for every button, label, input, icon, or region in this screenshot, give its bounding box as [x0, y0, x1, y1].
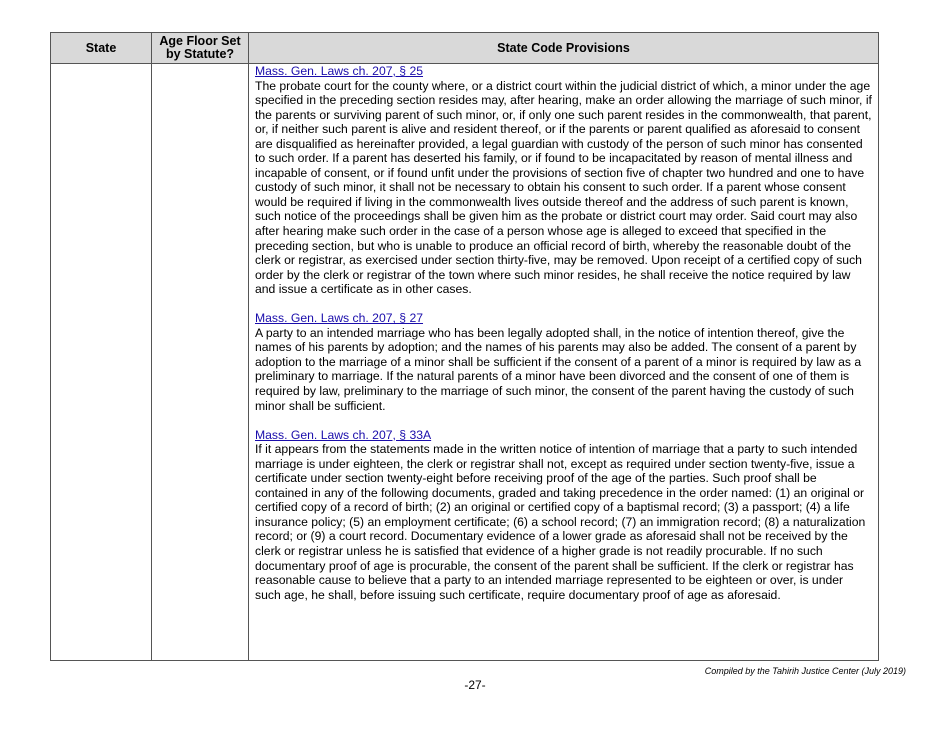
table-header-row [51, 33, 879, 64]
citation-link-section-33a[interactable]: Mass. Gen. Laws ch. 207, § 33A [255, 427, 432, 442]
provision-text-section-27: A party to an intended marriage who has been legally adopted shall, in the notice of intention thereof, give the names of his parents by adoption; and the names of his parents may also be added. The consent of a parent by adoption to the marriage of a minor shall be sufficient if the consent of a parent of a minor is required by law as a preliminary to marriage. If the natural parents of a minor have been divorced and the consent of one of them is required by law, preliminary to the marriage of such minor, the consent of the parent having the custody of such minor shall be sufficient. [255, 325, 862, 413]
provision-section-27 [255, 311, 872, 413]
table-row [51, 64, 879, 661]
law-table [50, 32, 879, 661]
provision-text-section-25: The probate court for the county where, or a district court within the judicial district of which, a minor under the age specified in the preceding section resides may, after hearing, make an order allowing the marriage of such minor, if the parents or surviving parent of such minor, or, if only one such parent resides in the commonwealth, that parent, or, if neither such parent is alive and resident thereof, or if the parents or parent qualified as aforesaid to consent are disqualified as hereinafter provided, a legal guardian with custody of the person of such minor has consented to such order. If a parent has deserted his family, or if found to be incapacitated by reason of mental illness and incapable of consent, or if found unfit under the provisions of section five of chapter two hundred and one to have custody of such minor, it shall not be necessary to obtain his consent to such order. If a parent whose consent would be required if living in the commonwealth lives outside thereof and the address of such parent is known, such notice of the proceedings shall be given him as the probate or district court may order. Said court may also after hearing make such order in the case of a person whose age is alleged to exceed that specified in the preceding section, but who is unable to produce an official record of birth, whereby the reasonable doubt of the clerk or registrar, as exercised under section thirty-five, may be removed. Upon receipt of a certified copy of such order by the clerk or registrar of the town where such minor resides, he shall receive the notice required by law and issue a certificate as in other cases. [255, 78, 872, 297]
age-floor-column-header: Age Floor Set by Statute? [152, 33, 249, 64]
provision-section-25 [255, 64, 872, 297]
provision-section-33a [255, 428, 872, 603]
citation-link-section-25[interactable]: Mass. Gen. Laws ch. 207, § 25 [255, 64, 424, 78]
citation-link-section-27[interactable]: Mass. Gen. Laws ch. 207, § 27 [255, 311, 424, 326]
provision-text-section-33a: If it appears from the statements made in the written notice of intention of marriage that a party to such intended marriage is under eighteen, the clerk or registrar shall not, except as required under section twenty-five, issue a certificate under section twenty-eight before receiving proof of the age of the parties. Such proof shall be contained in any of the following documents, graded and taking precedence in the order named: (1) an original or certified copy of a record of birth; (2) an original or certified copy of a baptismal record; (3) a passport; (4) a life insurance policy; (5) an employment certificate; (6) a school record; (7) an immigration record; (8) a naturalization record; or (9) a court record. Documentary evidence of a lower grade as aforesaid shall not be received by the clerk or registrar unless he is satisfied that evidence of a higher grade is not readily procurable. If no such documentary proof of age is procurable, the consent of the parent shall be sufficient. If the clerk or registrar has reasonable cause to believe that a party to an intended marriage represented to be eighteen or over, is under such age, he shall, before issuing such certificate, require documentary proof of age as aforesaid. [255, 442, 866, 602]
provisions-cell [249, 64, 879, 661]
state-cell [51, 64, 152, 661]
compiled-by-note: Compiled by the Tahirih Justice Center (July 2019) [704, 666, 906, 676]
state-column-header: State [51, 33, 152, 64]
age-floor-cell [152, 64, 249, 661]
provisions-column-header: State Code Provisions [249, 33, 879, 64]
page-number: -27- [464, 678, 486, 692]
